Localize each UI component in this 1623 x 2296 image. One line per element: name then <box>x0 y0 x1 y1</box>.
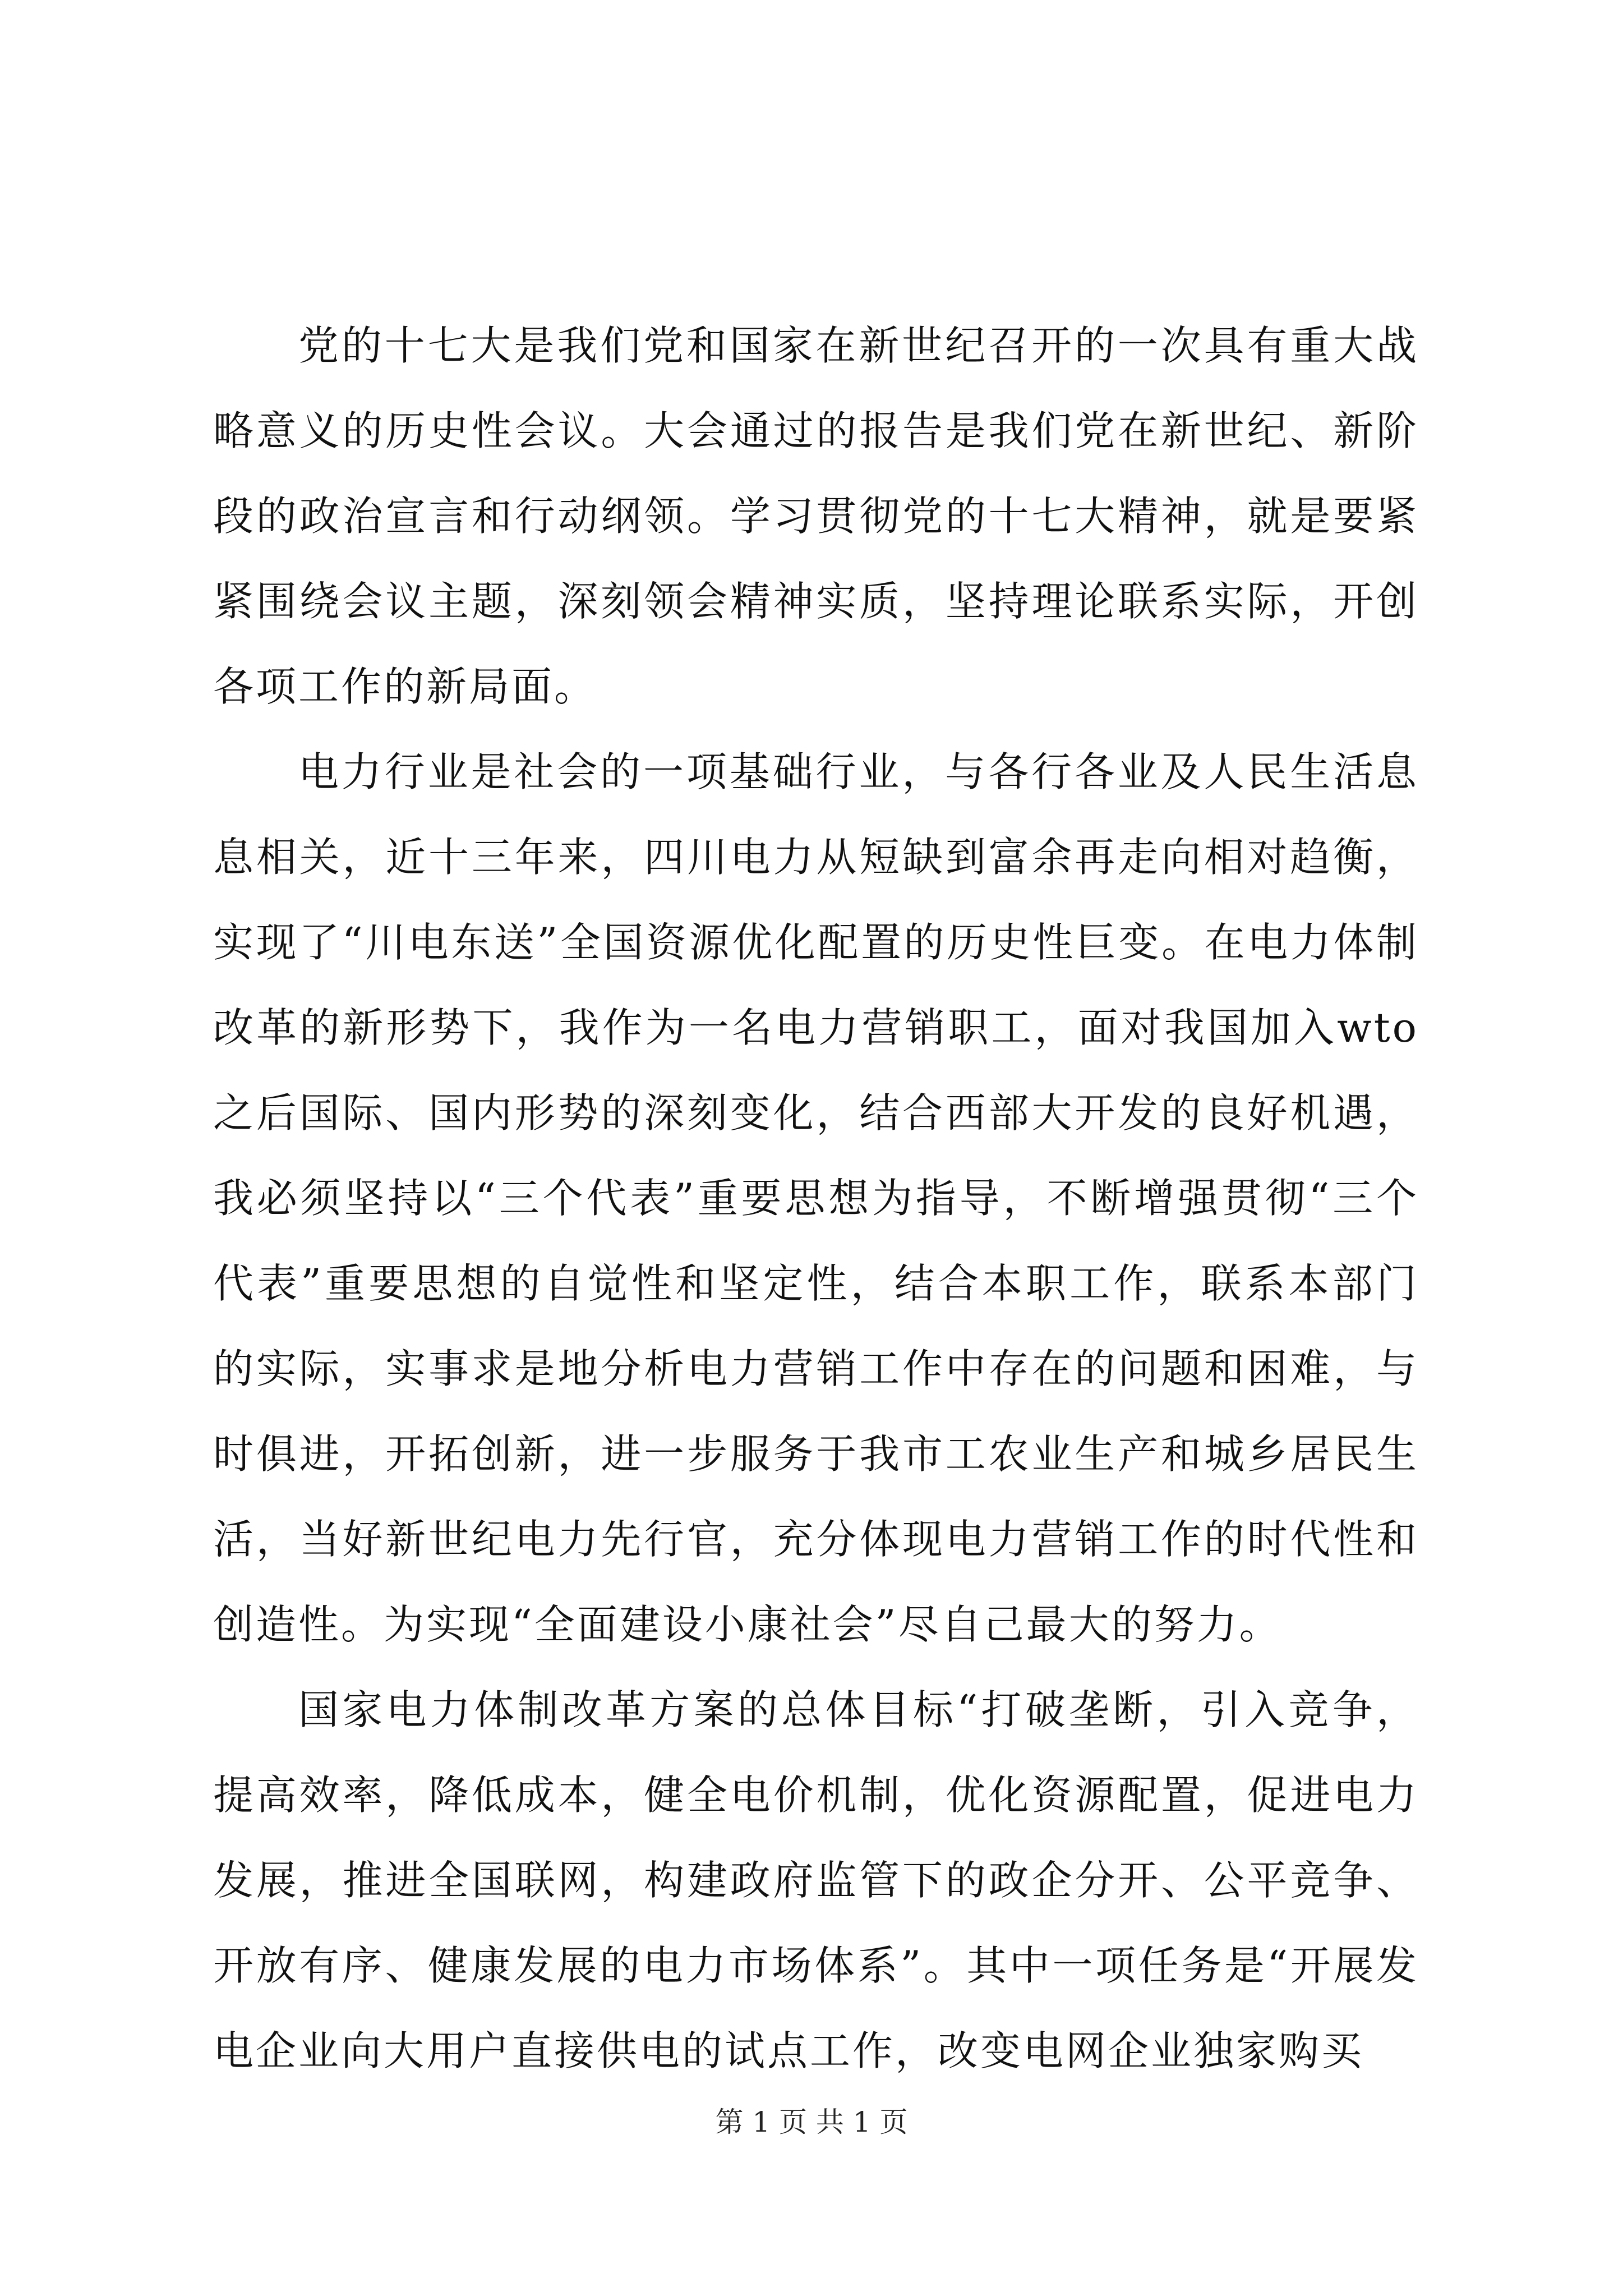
paragraph-3: 国家电力体制改革方案的总体目标“打破垄断，引入竞争，提高效率，降低成本，健全电价机制，优化资源配置，促进电力发展，推进全国联网，构建政府监管下的政企分开、公平竞争、开放有序、健康发展的电力市场体系”。其中一项任务是“开展发电企业向大用户直接供电的试点工作，改变电网企业独家购买 <box>213 1686 1419 2074</box>
paragraph-2: 电力行业是社会的一项基础行业，与各行各业及人民生活息息相关，近十三年来，四川电力从短缺到富余再走向相对趋衡，实现了“川电东送”全国资源优化配置的历史性巨变。在电力体制改革的新形势下，我作为一名电力营销职工，面对我国加入wto之后国际、国内形势的深刻变化，结合西部大开发的良好机遇，我必须坚持以“三个代表”重要思想为指导，不断增强贯彻“三个代表”重要思想的自觉性和坚定性，结合本职工作，联系本部门的实际，实事求是地分析电力营销工作中存在的问题和困难，与时俱进，开拓创新，进一步服务于我市工农业生产和城乡居民生活，当好新世纪电力先行官，充分体现电力营销工作的时代性和创造性。为实现“全面建设小康社会”尽自己最大的努力。 <box>213 748 1419 1648</box>
paragraph-1: 党的十七大是我们党和国家在新世纪召开的一次具有重大战略意义的历史性会议。大会通过的报告是我们党在新世纪、新阶段的政治宣言和行动纲领。学习贯彻党的十七大精神，就是要紧紧围绕会议主题，深刻领会精神实质，坚持理论联系实际，开创各项工作的新局面。 <box>213 322 1419 710</box>
document-body <box>213 303 1419 2093</box>
page-footer: 第 1 页 共 1 页 <box>715 2106 908 2138</box>
